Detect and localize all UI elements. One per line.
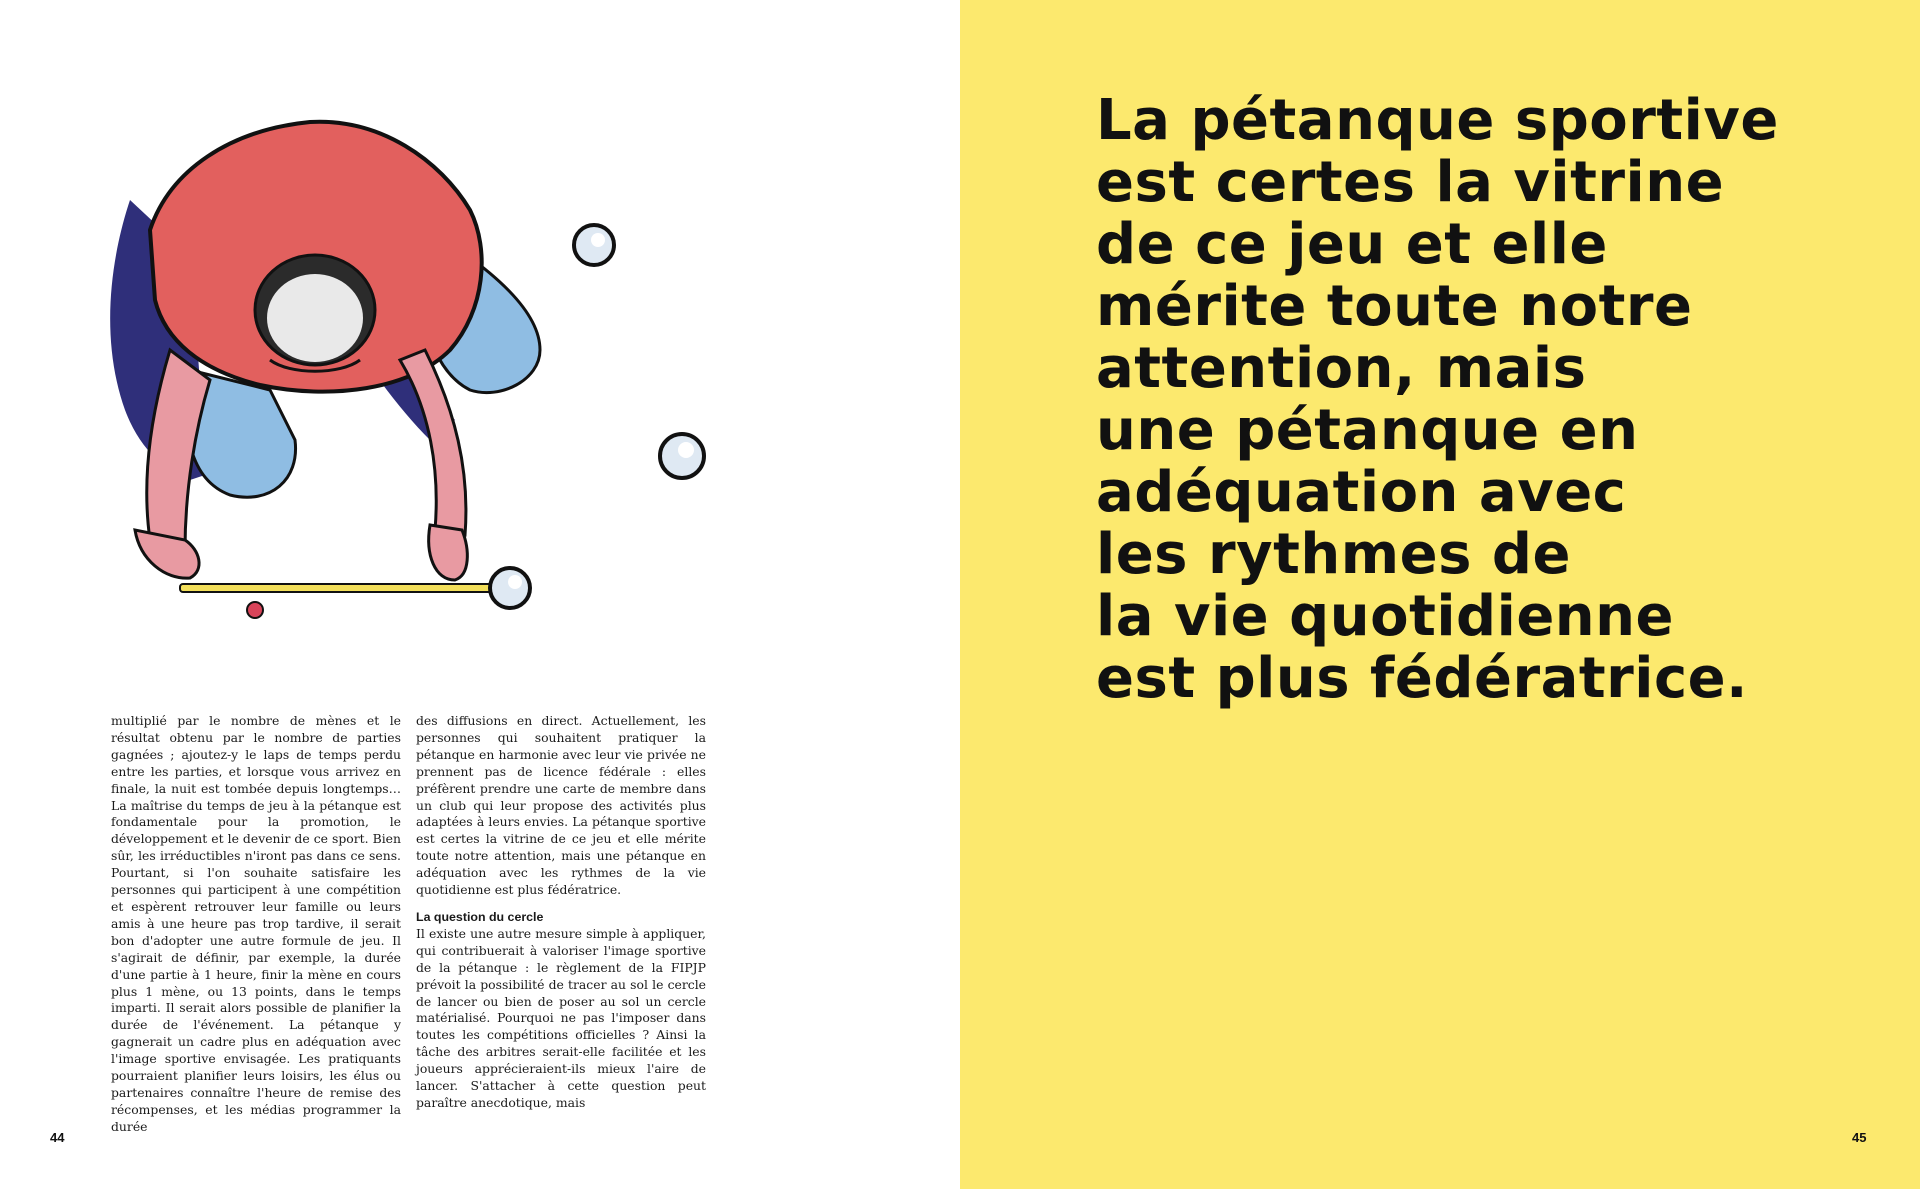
pull-quote-line: une pétanque en — [1096, 398, 1639, 463]
column-2-paragraph-1: des diffusions en direct. Actuellement, les personnes qui souhaitent pratiquer la pétanque en harmonie avec leur vie privée ne prennent pas de licence fédérale : elles préfèrent prendre une carte de membre dans un club qui leur propose des activités plus adaptées à leurs envies. La pétanque sportive est certes la vitrine de ce jeu et elle mérite toute notre attention, mais une pétanque en adéquation avec les rythmes de la vie quotidienne est plus fédératrice. — [416, 713, 706, 898]
page-number-right: 45 — [1852, 1130, 1867, 1145]
pull-quote-line: est certes la vitrine — [1096, 150, 1725, 215]
section-heading: La question du cercle — [416, 909, 544, 924]
pull-quote-line: La pétanque sportive — [1096, 88, 1779, 153]
page-number-left: 44 — [50, 1130, 65, 1145]
pull-quote-line: de ce jeu et elle — [1096, 212, 1608, 277]
pull-quote-line: la vie quotidienne — [1096, 584, 1675, 649]
pull-quote — [1096, 90, 1856, 710]
pull-quote-line: attention, mais — [1096, 336, 1587, 401]
column-1-text: multiplié par le nombre de mènes et le résultat obtenu par le nombre de parties gagnées ; ajoutez-y le laps de temps perdu entre les parties, et lorsque vous arrivez en finale, la nuit est tombée depuis longtemps… La maîtrise du temps de jeu à la pétanque est fondamentale pour la promotion, le développement et le devenir de ce sport. Bien sûr, les irréductibles n'iront pas dans ce sens. Pourtant, si l'on souhaite satisfaire les personnes qui participent à une compétition et espèrent retrouver leur famille ou leurs amis à une heure pas trop tardive, il serait bon d'adopter une autre formule de jeu. Il s'agirait de définir, par exemple, la durée d'une partie à 1 heure, finir la mène en cours plus 1 mène, ou 13 points, dans le temps imparti. Il serait alors possible de planifier la durée de l'événement. La pétanque y gagnerait un cadre plus en adéquation avec l'image sportive envisagée. Les pratiquants pourraient planifier leurs loisirs, les élus ou partenaires connaître l'heure de remise des récompenses, et les médias programmer la durée — [111, 713, 401, 1134]
pull-quote-line: est plus fédératrice. — [1096, 646, 1748, 711]
column-2-paragraph-2: Il existe une autre mesure simple à appliquer, qui contribuerait à valoriser l'image sportive de la pétanque : le règlement de la FIPJP prévoit la possibilité de tracer au sol le cercle de lancer ou bien de poser au sol un cercle matérialisé. Pourquoi ne pas l'imposer dans toutes les compétitions officielles ? Ainsi la tâche des arbitres serait-elle facilitée et les joueurs apprécieraient-ils mieux l'aire de lancer. S'attacher à cette question peut paraître anecdotique, mais — [416, 925, 706, 1110]
petanque-player-illustration — [70, 110, 720, 630]
body-column-2 — [416, 713, 706, 1112]
pull-quote-line: les rythmes de — [1096, 522, 1571, 587]
pull-quote-line: adéquation avec — [1096, 460, 1627, 525]
body-column-1 — [111, 713, 401, 1136]
pull-quote-line: mérite toute notre — [1096, 274, 1693, 339]
